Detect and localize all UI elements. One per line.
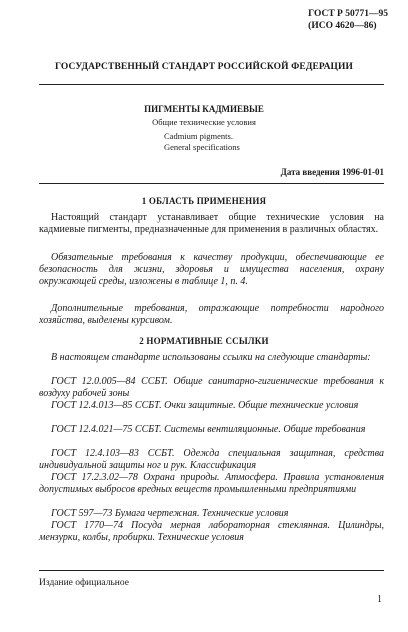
reference-item xyxy=(39,400,384,412)
paragraph xyxy=(39,212,384,236)
paragraph-text: Обязательные требования к качеству продукции, обеспечивающие ее безопасность для жизни, здоровья и имущества населения, охрану окружающей среды, изложены в таблице 1, п. 4. xyxy=(39,252,384,287)
reference-item xyxy=(39,472,384,496)
reference-item xyxy=(39,508,384,520)
paragraph-text: Настоящий стандарт устанавливает общие технические условия на кадмиевые пигменты, предназначенные для применения в различных областях. xyxy=(39,212,384,235)
reference-text: ГОСТ 597—73 Бумага чертежная. Технические условия xyxy=(51,508,289,519)
gost-designation xyxy=(308,8,388,32)
reference-text: ГОСТ 12.4.021—75 ССБТ. Системы вентиляционные. Общие требования xyxy=(51,424,366,435)
paragraph xyxy=(39,252,384,288)
section-heading: 1 ОБЛАСТЬ ПРИМЕНЕНИЯ xyxy=(141,196,267,206)
english-title-line: General specifications xyxy=(164,142,240,152)
reference-text: ГОСТ 12.4.103—83 ССБТ. Одежда специальная защитная, средства индивидуальной защиты ног и рук. Классификация xyxy=(39,448,384,471)
edition-label: Издание официальное xyxy=(39,578,129,588)
standard-title: ГОСУДАРСТВЕННЫЙ СТАНДАРТ РОССИЙСКОЙ ФЕДЕРАЦИИ xyxy=(54,62,354,72)
divider xyxy=(39,84,384,85)
paragraph-text: В настоящем стандарте использованы ссылки на следующие стандарты: xyxy=(51,352,371,363)
section-heading: 2 НОРМАТИВНЫЕ ССЫЛКИ xyxy=(139,336,269,346)
divider xyxy=(39,183,384,184)
page-number: 1 xyxy=(377,594,382,605)
gost-number: ГОСТ Р 50771—95 xyxy=(308,9,388,19)
paragraph xyxy=(39,352,384,364)
reference-item xyxy=(39,520,384,544)
reference-item xyxy=(39,448,384,472)
reference-text: ГОСТ 12.0.005—84 ССБТ. Общие санитарно-гигиенические требования к воздуху рабочей зоны xyxy=(39,376,384,399)
reference-text: ГОСТ 12.4.013—85 ССБТ. Очки защитные. Общие технические условия xyxy=(51,400,359,411)
introduction-date: Дата введения 1996-01-01 xyxy=(280,167,384,177)
english-title-line: Cadmium pigments. xyxy=(164,131,233,141)
document-title: ПИГМЕНТЫ КАДМИЕВЫЕ xyxy=(144,104,264,114)
paragraph xyxy=(39,303,384,327)
reference-text: ГОСТ 1770—74 Посуда мерная лабораторная стеклянная. Цилиндры, мензурки, колбы, пробирки. Технические условия xyxy=(39,520,384,543)
reference-item xyxy=(39,376,384,400)
footer-divider xyxy=(39,570,384,571)
paragraph-text: Дополнительные требования, отражающие потребности народного хозяйства, выделены курсивом. xyxy=(39,303,384,326)
iso-number: (ИСО 4620—86) xyxy=(308,21,377,31)
english-title xyxy=(164,131,240,153)
reference-item xyxy=(39,424,384,436)
document-subtitle: Общие технические условия xyxy=(152,117,256,127)
reference-text: ГОСТ 17.2.3.02—78 Охрана природы. Атмосфера. Правила установления допустимых выбросов вредных веществ промышленными предприятиями xyxy=(39,472,384,495)
